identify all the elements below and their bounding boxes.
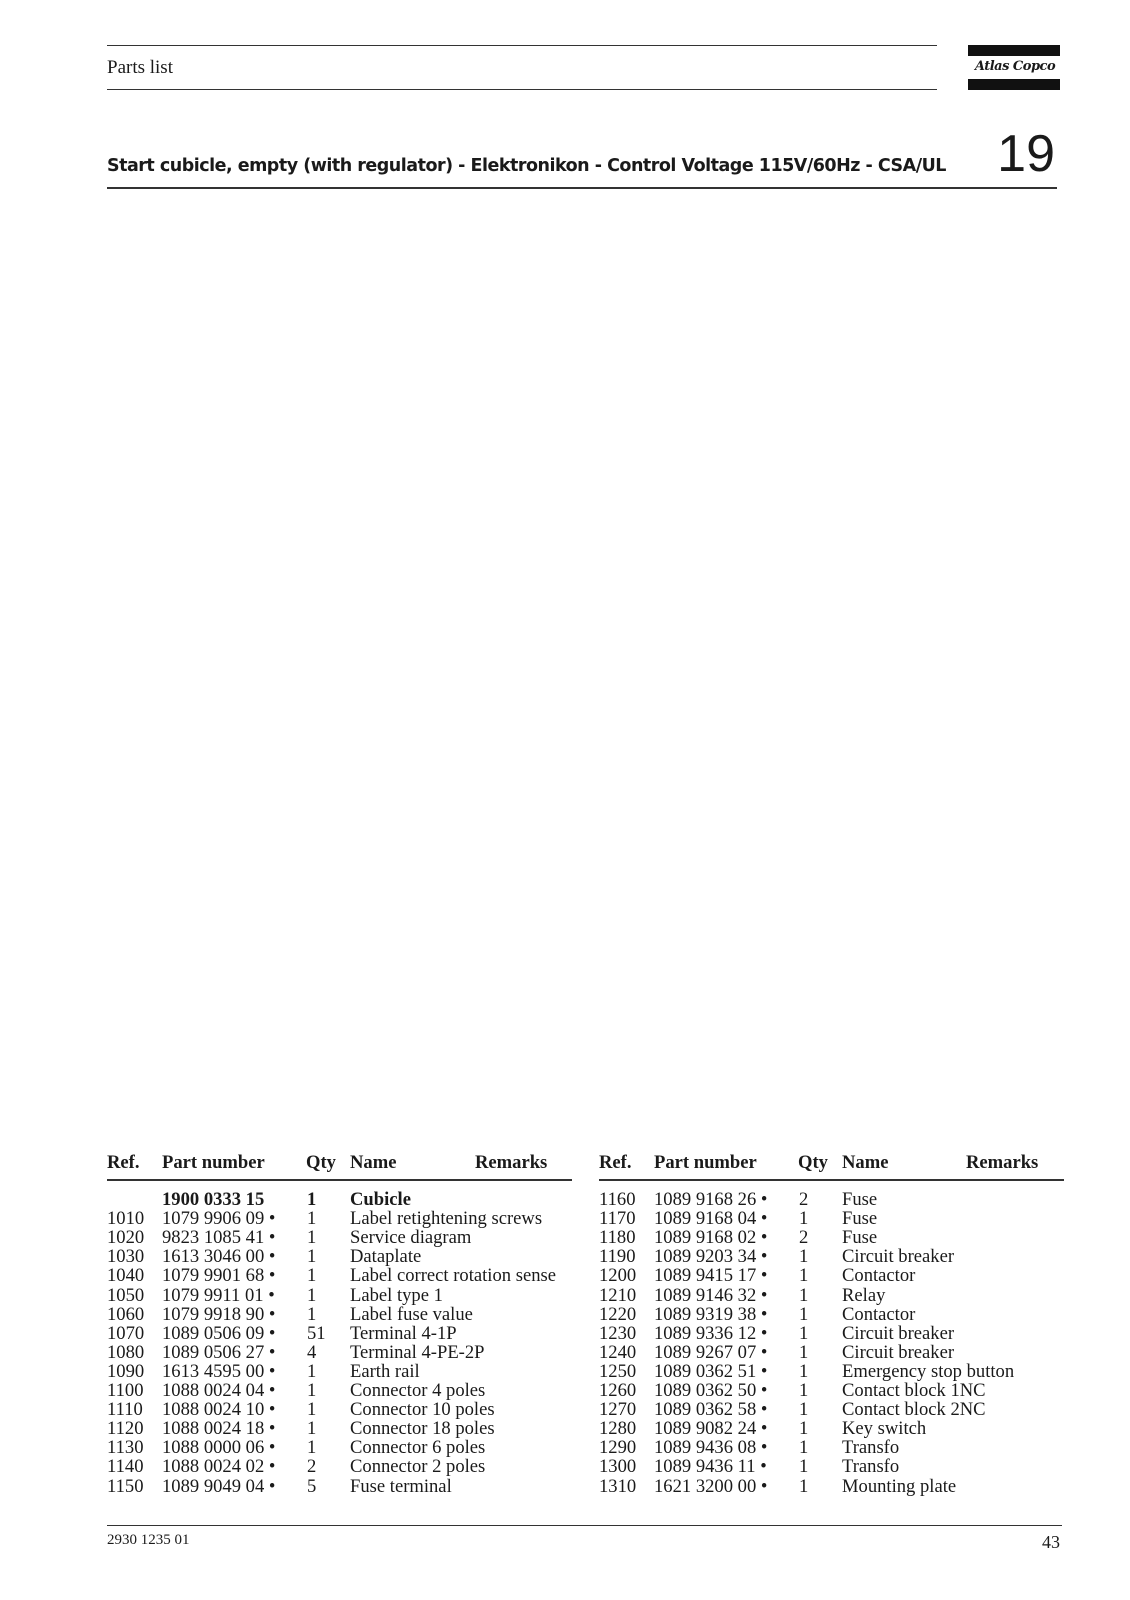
page-number: 43 bbox=[1042, 1532, 1060, 1552]
column-header-part-number: Part number bbox=[654, 1152, 757, 1173]
qty-cell: 1 bbox=[799, 1437, 809, 1459]
header-bottom-rule bbox=[107, 89, 937, 90]
table-row bbox=[599, 1419, 1064, 1438]
ref-cell: 1100 bbox=[107, 1380, 144, 1401]
qty-cell: 1 bbox=[307, 1437, 317, 1459]
ref-cell: 1300 bbox=[599, 1456, 637, 1478]
table-row bbox=[599, 1228, 1064, 1247]
part-number-cell: 1079 9918 90 • bbox=[162, 1303, 276, 1325]
part-number-cell: 1089 0362 50 • bbox=[654, 1380, 768, 1401]
ref-cell: 1150 bbox=[107, 1475, 144, 1497]
qty-cell: 5 bbox=[307, 1475, 317, 1497]
qty-cell: 1 bbox=[799, 1360, 809, 1382]
header-top-rule bbox=[107, 45, 937, 46]
qty-cell: 1 bbox=[799, 1418, 809, 1440]
name-cell: Dataplate bbox=[350, 1246, 422, 1268]
ref-cell: 1280 bbox=[599, 1418, 637, 1440]
part-number-cell: 1621 3200 00 • bbox=[654, 1475, 768, 1497]
column-header-qty: Qty bbox=[798, 1152, 828, 1173]
qty-cell: 1 bbox=[307, 1189, 317, 1210]
ref-cell: 1060 bbox=[107, 1303, 145, 1325]
ref-cell: 1130 bbox=[107, 1437, 144, 1459]
name-cell: Contactor bbox=[842, 1265, 916, 1287]
qty-cell: 1 bbox=[307, 1284, 317, 1306]
part-number-cell: 1089 9168 02 • bbox=[654, 1227, 768, 1249]
qty-cell: 1 bbox=[799, 1265, 809, 1287]
qty-cell: 1 bbox=[307, 1208, 317, 1230]
name-cell: Circuit breaker bbox=[842, 1341, 955, 1363]
table-row bbox=[599, 1477, 1064, 1496]
ref-cell: 1290 bbox=[599, 1437, 637, 1459]
part-number-cell: 9823 1085 41 • bbox=[162, 1227, 276, 1249]
name-cell: Terminal 4-1P bbox=[350, 1322, 457, 1344]
ref-cell: 1310 bbox=[599, 1475, 637, 1497]
name-cell: Connector 6 poles bbox=[350, 1437, 486, 1459]
table-row bbox=[599, 1438, 1064, 1457]
name-cell: Label type 1 bbox=[350, 1284, 443, 1306]
ref-cell: 1080 bbox=[107, 1341, 145, 1363]
qty-cell: 51 bbox=[307, 1322, 326, 1344]
name-cell: Terminal 4-PE-2P bbox=[350, 1341, 485, 1363]
section-number: 19 bbox=[997, 125, 1055, 183]
part-number-cell: 1089 9168 26 • bbox=[654, 1189, 768, 1210]
qty-cell: 1 bbox=[307, 1265, 317, 1287]
part-number-cell: 1088 0024 02 • bbox=[162, 1456, 276, 1478]
part-number-cell: 1089 9146 32 • bbox=[654, 1284, 768, 1306]
part-number-cell: 1613 3046 00 • bbox=[162, 1246, 276, 1268]
table-row bbox=[107, 1457, 572, 1476]
qty-cell: 1 bbox=[799, 1303, 809, 1325]
table-row bbox=[107, 1286, 572, 1305]
qty-cell: 1 bbox=[799, 1341, 809, 1363]
part-number-cell: 1900 0333 15 bbox=[162, 1189, 265, 1210]
qty-cell: 1 bbox=[307, 1227, 317, 1249]
column-header-ref: Ref. bbox=[107, 1152, 140, 1173]
section-title: Start cubicle, empty (with regulator) - Elektronikon - Control Voltage 115V/60Hz - CSA/UL bbox=[107, 156, 946, 176]
table-header-rule bbox=[599, 1179, 1064, 1181]
table-row bbox=[107, 1419, 572, 1438]
column-header-part-number: Part number bbox=[162, 1152, 265, 1173]
footer-rule bbox=[107, 1525, 1062, 1526]
ref-cell: 1210 bbox=[599, 1284, 637, 1306]
ref-cell: 1220 bbox=[599, 1303, 637, 1325]
table-row bbox=[107, 1381, 572, 1400]
ref-cell: 1230 bbox=[599, 1322, 637, 1344]
name-cell: Cubicle bbox=[350, 1189, 411, 1210]
part-number-cell: 1089 9168 04 • bbox=[654, 1208, 768, 1230]
name-cell: Relay bbox=[842, 1284, 886, 1306]
qty-cell: 2 bbox=[799, 1227, 809, 1249]
part-number-cell: 1079 9906 09 • bbox=[162, 1208, 276, 1230]
table-row bbox=[599, 1381, 1064, 1400]
table-row bbox=[107, 1324, 572, 1343]
name-cell: Circuit breaker bbox=[842, 1322, 955, 1344]
name-cell: Contactor bbox=[842, 1303, 916, 1325]
part-number-cell: 1088 0024 10 • bbox=[162, 1399, 276, 1421]
name-cell: Label correct rotation sense bbox=[350, 1265, 556, 1287]
ref-cell: 1070 bbox=[107, 1322, 145, 1344]
ref-cell: 1140 bbox=[107, 1456, 144, 1478]
ref-cell: 1030 bbox=[107, 1246, 145, 1268]
table-row bbox=[599, 1209, 1064, 1228]
name-cell: Fuse bbox=[842, 1208, 878, 1230]
part-number-cell: 1613 4595 00 • bbox=[162, 1360, 276, 1382]
ref-cell: 1090 bbox=[107, 1360, 145, 1382]
name-cell: Connector 10 poles bbox=[350, 1399, 495, 1421]
table-row bbox=[599, 1305, 1064, 1324]
qty-cell: 1 bbox=[799, 1456, 809, 1478]
qty-cell: 2 bbox=[799, 1189, 809, 1210]
name-cell: Label retightening screws bbox=[350, 1208, 543, 1230]
qty-cell: 1 bbox=[307, 1246, 317, 1268]
part-number-cell: 1089 9415 17 • bbox=[654, 1265, 768, 1287]
part-number-cell: 1089 0506 09 • bbox=[162, 1322, 276, 1344]
table-row bbox=[107, 1343, 572, 1362]
brand-logo bbox=[968, 45, 1060, 90]
part-number-cell: 1089 9203 34 • bbox=[654, 1246, 768, 1268]
ref-cell: 1040 bbox=[107, 1265, 145, 1287]
table-row bbox=[107, 1190, 572, 1209]
table-row bbox=[107, 1247, 572, 1266]
name-cell: Service diagram bbox=[350, 1227, 472, 1249]
name-cell: Connector 4 poles bbox=[350, 1380, 486, 1401]
qty-cell: 1 bbox=[307, 1399, 317, 1421]
table-row bbox=[599, 1343, 1064, 1362]
part-number-cell: 1089 0506 27 • bbox=[162, 1341, 276, 1363]
column-header-name: Name bbox=[350, 1152, 397, 1173]
column-header-remarks: Remarks bbox=[966, 1152, 1039, 1173]
table-row bbox=[599, 1457, 1064, 1476]
qty-cell: 1 bbox=[799, 1322, 809, 1344]
qty-cell: 2 bbox=[307, 1456, 317, 1478]
name-cell: Earth rail bbox=[350, 1360, 420, 1382]
part-number-cell: 1089 9436 08 • bbox=[654, 1437, 768, 1459]
name-cell: Transfo bbox=[842, 1437, 900, 1459]
column-header-qty: Qty bbox=[306, 1152, 336, 1173]
name-cell: Connector 18 poles bbox=[350, 1418, 495, 1440]
table-row bbox=[107, 1228, 572, 1247]
ref-cell: 1160 bbox=[599, 1189, 636, 1210]
section-title-rule bbox=[107, 187, 1057, 189]
name-cell: Contact block 2NC bbox=[842, 1399, 986, 1421]
table-row bbox=[599, 1266, 1064, 1285]
table-row bbox=[599, 1400, 1064, 1419]
part-number-cell: 1089 9319 38 • bbox=[654, 1303, 768, 1325]
name-cell: Mounting plate bbox=[842, 1475, 957, 1497]
qty-cell: 1 bbox=[307, 1418, 317, 1440]
logo-top-bar bbox=[968, 45, 1060, 56]
name-cell: Emergency stop button bbox=[842, 1360, 1015, 1382]
ref-cell: 1260 bbox=[599, 1380, 637, 1401]
table-row bbox=[107, 1400, 572, 1419]
ref-cell: 1180 bbox=[599, 1227, 636, 1249]
part-number-cell: 1089 0362 51 • bbox=[654, 1360, 768, 1382]
ref-cell: 1190 bbox=[599, 1246, 636, 1268]
qty-cell: 1 bbox=[307, 1360, 317, 1382]
column-header-name: Name bbox=[842, 1152, 889, 1173]
document-number: 2930 1235 01 bbox=[107, 1532, 190, 1548]
table-row bbox=[599, 1324, 1064, 1343]
ref-cell: 1010 bbox=[107, 1208, 145, 1230]
table-row bbox=[599, 1286, 1064, 1305]
part-number-cell: 1088 0000 06 • bbox=[162, 1437, 276, 1459]
part-number-cell: 1089 9267 07 • bbox=[654, 1341, 768, 1363]
part-number-cell: 1079 9911 01 • bbox=[162, 1284, 275, 1306]
name-cell: Fuse bbox=[842, 1189, 878, 1210]
table-header-rule bbox=[107, 1179, 572, 1181]
name-cell: Label fuse value bbox=[350, 1303, 473, 1325]
ref-cell: 1270 bbox=[599, 1399, 637, 1421]
qty-cell: 1 bbox=[307, 1380, 317, 1401]
name-cell: Fuse bbox=[842, 1227, 878, 1249]
qty-cell: 1 bbox=[799, 1246, 809, 1268]
name-cell: Contact block 1NC bbox=[842, 1380, 986, 1401]
logo-bottom-bar bbox=[968, 79, 1060, 90]
part-number-cell: 1089 0362 58 • bbox=[654, 1399, 768, 1421]
part-number-cell: 1088 0024 18 • bbox=[162, 1418, 276, 1440]
part-number-cell: 1089 9049 04 • bbox=[162, 1475, 276, 1497]
ref-cell: 1110 bbox=[107, 1399, 143, 1421]
name-cell: Transfo bbox=[842, 1456, 900, 1478]
table-row bbox=[599, 1362, 1064, 1381]
ref-cell: 1170 bbox=[599, 1208, 636, 1230]
ref-cell: 1020 bbox=[107, 1227, 145, 1249]
qty-cell: 1 bbox=[799, 1284, 809, 1306]
name-cell: Circuit breaker bbox=[842, 1246, 955, 1268]
table-row bbox=[107, 1438, 572, 1457]
part-number-cell: 1088 0024 04 • bbox=[162, 1380, 276, 1401]
part-number-cell: 1079 9901 68 • bbox=[162, 1265, 276, 1287]
logo-wordmark: Atlas Copco bbox=[974, 59, 1056, 74]
table-row bbox=[107, 1362, 572, 1381]
ref-cell: 1120 bbox=[107, 1418, 144, 1440]
ref-cell: 1200 bbox=[599, 1265, 637, 1287]
ref-cell: 1050 bbox=[107, 1284, 145, 1306]
table-row bbox=[107, 1305, 572, 1324]
column-header-remarks: Remarks bbox=[475, 1152, 548, 1173]
name-cell: Fuse terminal bbox=[350, 1475, 452, 1497]
qty-cell: 1 bbox=[799, 1208, 809, 1230]
part-number-cell: 1089 9082 24 • bbox=[654, 1418, 768, 1440]
ref-cell: 1240 bbox=[599, 1341, 637, 1363]
header-label: Parts list bbox=[107, 57, 173, 78]
qty-cell: 4 bbox=[307, 1341, 317, 1363]
table-row bbox=[107, 1477, 572, 1496]
qty-cell: 1 bbox=[799, 1380, 809, 1401]
column-header-ref: Ref. bbox=[599, 1152, 632, 1173]
name-cell: Key switch bbox=[842, 1418, 927, 1440]
table-row bbox=[107, 1266, 572, 1285]
part-number-cell: 1089 9336 12 • bbox=[654, 1322, 768, 1344]
table-row bbox=[599, 1247, 1064, 1266]
table-row bbox=[599, 1190, 1064, 1209]
name-cell: Connector 2 poles bbox=[350, 1456, 486, 1478]
qty-cell: 1 bbox=[307, 1303, 317, 1325]
qty-cell: 1 bbox=[799, 1475, 809, 1497]
table-row bbox=[107, 1209, 572, 1228]
part-number-cell: 1089 9436 11 • bbox=[654, 1456, 767, 1478]
ref-cell: 1250 bbox=[599, 1360, 637, 1382]
qty-cell: 1 bbox=[799, 1399, 809, 1421]
